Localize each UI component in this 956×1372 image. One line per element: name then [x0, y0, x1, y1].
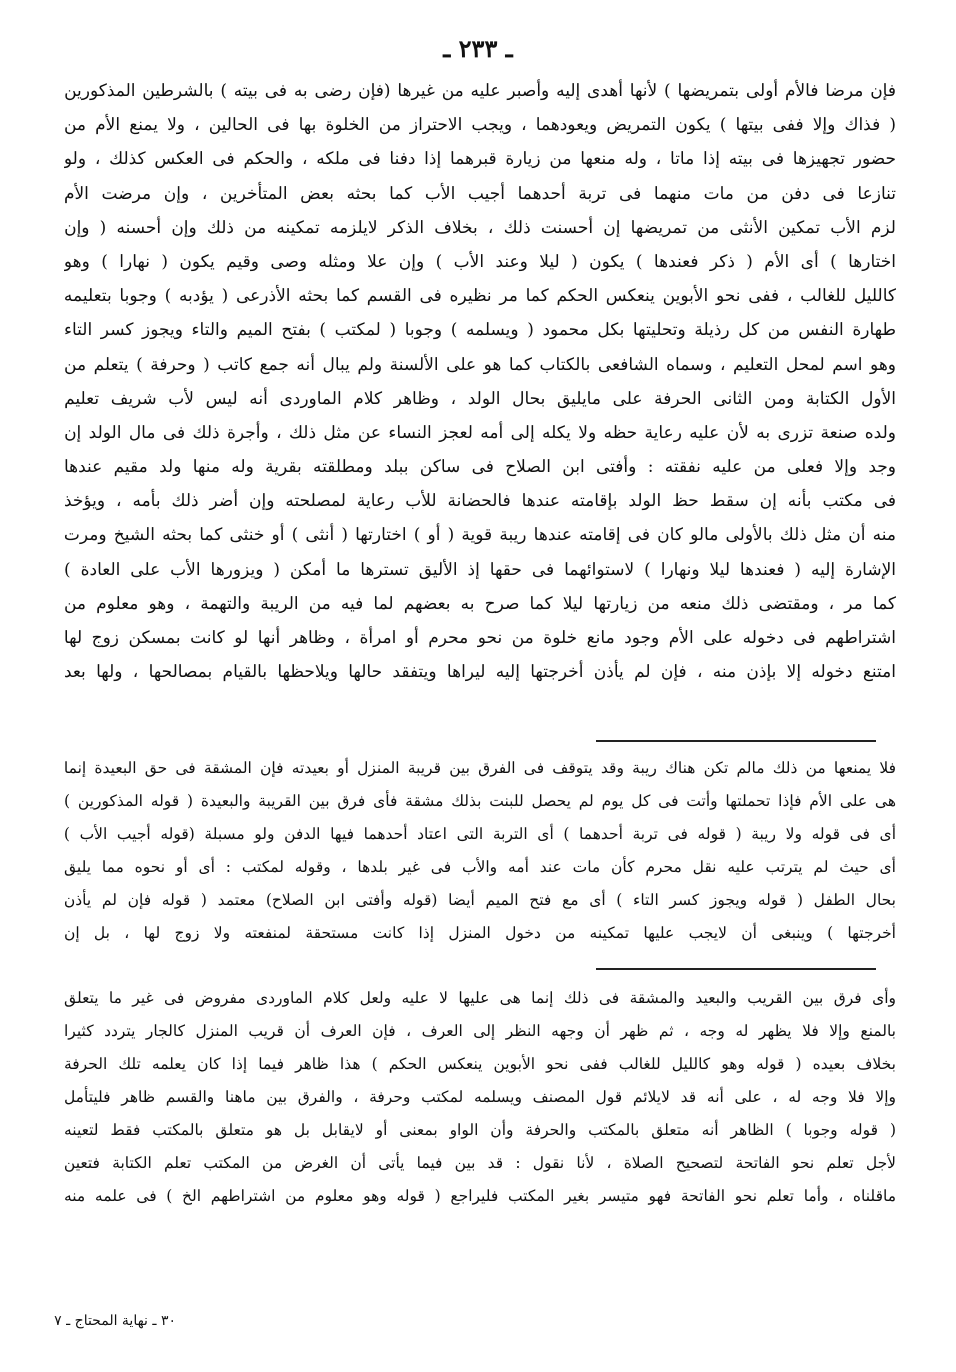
main-text-line: وهو اسم لمحل التعليم ، وسماه الشافعى بالكتاب كما هو على الألسنة ولم يبال أنه جمع كاتب ( وحرفة ) يتعلم من — [64, 354, 896, 375]
main-text-line: فى مكتب بأنه إن سقط حظ الولد بإقامته عندها فالحضانة للأب رعاية لمصلحته وإن أضر ذلك بأمه ، ويؤخذ — [64, 491, 896, 512]
main-text-line: اشتراطهم فى دخوله على الأم وجود مانع خلوة من نحو محرم أو امرأة ، وظاهر أنها لو كانت بمسكن زوج لها — [64, 628, 896, 648]
footnote-line: وأى فرق بين القريب والبعيد والمشقة فى ذلك إنما هى عليها لا عليه ولعل كلام الماوردى مفروض فى غير ما يتعلق — [64, 989, 896, 1007]
footnote-block-second — [64, 982, 896, 1213]
footnote-block-first — [64, 752, 896, 950]
signature-mark: ٣٠ ـ نهاية المحتاج ـ ٧ — [54, 1313, 176, 1329]
main-text-line: ( فذاك وإلا ففى بيتها ) يكون التمريض ويعودهما ، ويجب الاحتراز من الخلوة بها فى الحالين ، ولا يمنع الأم من — [64, 115, 896, 136]
footnote-line: أخرجتها ) وينبغى أن لايجب عليها تمكينه من دخول المنزل إذا كانت مستحقة لمنفعته ولا زوج لها ، بل إن — [64, 924, 896, 942]
footnote-line: أى حيث لم يترتب عليه نقل محرم كأن مات عند أمه والأب فى غير بلدها ، وقوله لمكتب : أى أو نحوه مما يليق — [64, 858, 896, 876]
main-text-line: الإشارة إليه ( فعندها ليلا ونهارا ) لاستوائهما فى حقها إذ الأليق تسترها ما أمكن ( ويزورها الأب على العادة ) — [64, 559, 896, 580]
main-text-line: كالليل للغالب ، ففى نحو الأبوين ينعكس الحكم كما مر نظيره فى القسم كما بحثه الأذرعى ( يؤدبه ) وجوبا بتعليمه — [64, 286, 896, 307]
footnote-line: بخلاف بعيده ( قوله وهو كالليل للغالب ففى نحو الأبوين ينعكس الحكم ) هذا ظاهر فيما إذا كان يعلمه تلك الحرفة — [64, 1055, 896, 1073]
footnote-line: لأجل تعلم نحو الفاتحة لتصحيح الصلاة ، لأنا نقول : قد بين فيما يأتى أن الغرض من المكتب تعلم الكتابة فتعين — [64, 1154, 896, 1172]
footnote-divider — [596, 968, 876, 970]
main-text-line: حضور تجهيزها فى بيته إذا ماتا ، وله منعها من زيارة قبرهما إذا دفنا فى ملكه ، والحكم فى العكس كذلك ، ولو — [64, 149, 896, 170]
footnote-line: بالمنع وإلا فلا يظهر له وجه ، ثم ظهر أن وجهه النظر إلى العرف ، فإن العرف أن قريب المنزل كالجار يتردد كثيرا — [64, 1022, 896, 1040]
footnote-line: ( قوله وجوبا ) الظاهر أنه متعلق بالمكتب والحرفة وأن الواو بمعنى أو لايقابل بل هو متعلق بالمكتب فقط لتعينه — [64, 1121, 896, 1139]
main-text-line: فإن مرضا فالأم أولى بتمريضها ) لأنها أهدى إليه وأصبر عليه من غيرها (فإن رضى به فى بيته ) بالشرطين المذكورين — [64, 81, 896, 101]
main-text-line: ولده صنعة تزرى به لأن عليه رعاية حظه ولا يكله إلى أمه لعجز النساء عن مثل ذلك ، وأجرة ذلك فى مال الولد إن — [64, 422, 896, 443]
main-text-line: لزم الأب تمكين الأنثى من تمريضها إن أحسنت ذلك ، بخلاف الذكر لايلزمه تمكينه من ذلك وإن أحسنه ( وإن — [64, 217, 896, 238]
main-text-line: وجد وإلا فعلى من عليه نفقته : وأفتى ابن الصلاح فى ساكن ببلد ومطلقته بقرية وله منها ولد مقيم عندها — [64, 457, 896, 478]
footnote-divider — [596, 740, 876, 742]
footnote-line: ماقلناه ، وأما تعلم نحو الفاتحة فهو متيسر بغير المكتب فليراجع ( قوله وهو معلوم من اشتراطهم الخ ) فى علمه منه — [64, 1187, 896, 1205]
footnote-line: وإلا فلا وجه له ، على أنه قد لايلائم قول المصنف ويسلمه لمكتب وحرفة ، والفرق بين ماهنا والقسم ظاهر فليتأمل — [64, 1088, 896, 1106]
main-text-line: امتنع دخوله إلا بإذن منه ، فإن لم يأذن أخرجتها إليه ليراها ويتفقد حالها ويلاحظها بالقيام بمصالحها ، ولها بعد — [64, 662, 896, 683]
main-text — [64, 74, 896, 689]
main-text-line: كما مر ، ومقتضى ذلك منعه من زيارتها ليلا كما صرح به بعضهم لما فيه من الريبة والتهمة ، وهو معلوم من — [64, 593, 896, 614]
main-text-line: تنازعا فى دفن من مات منهما فى تربة أحدهما أجيب الأب كما بحثه بعض المتأخرين ، وإن مرضت الأم — [64, 183, 896, 204]
footnote-line: بحال الطفل ( قوله ويجوز كسر التاء ) أى مع فتح الميم أيضا (قوله وأفتى ابن الصلاح) معتمد ( قوله فإن لم يأذن — [64, 891, 896, 909]
page-number: ـ ٢٣٣ ـ — [443, 34, 513, 63]
footnote-line: هى على الأم فإذا تحملتها وأتت فى كل يوم لم يحصل للبنت بذلك مشقة فأى فرق بين القريبة والبعيدة ( قوله المذكورين ) — [64, 792, 896, 810]
main-text-line: الأول الكتابة ومن الثانى الحرفة على مايليق بحال الولد ، وظاهر كلام الماوردى أنه ليس لأب شريف تعليم — [64, 388, 896, 409]
main-text-line: منه أن مثل ذلك بالأولى مالو كان فى إقامته عندها ريبة قوية ( أو ) اختارتها ( أنثى ) أو خنثى كما بحثه الشيخ ومرت — [64, 525, 896, 546]
main-text-line: اختارها ) أى الأم ( ذكر فعندها ) يكون ( ليلا وعند الأب ) وإن علا ومثله وصى وقيم يكون ( نهارا ) وهو — [64, 251, 896, 272]
footnote-line: فلا يمنعها من ذلك مالم تكن هناك ريبة وقد يتوقف فى الفرق بين قريبة المنزل أو بعيدته فإن المشقة فى حق البعيدة إنما — [64, 759, 896, 777]
main-text-line: طهارة النفس من كل رذيلة وتحليتها بكل محمود ( ويسلمه ) وجوبا ( لمكتب ) بفتح الميم والتاء ويجوز كسر التاء — [64, 320, 896, 341]
footnote-line: أى فى قوله ولا ريبة ( قوله فى تربة أحدهما ) أى التربة التى اعتاد أحدهما فيها الدفن ولو مسبلة (قوله أجيب الأب ) — [64, 825, 896, 843]
